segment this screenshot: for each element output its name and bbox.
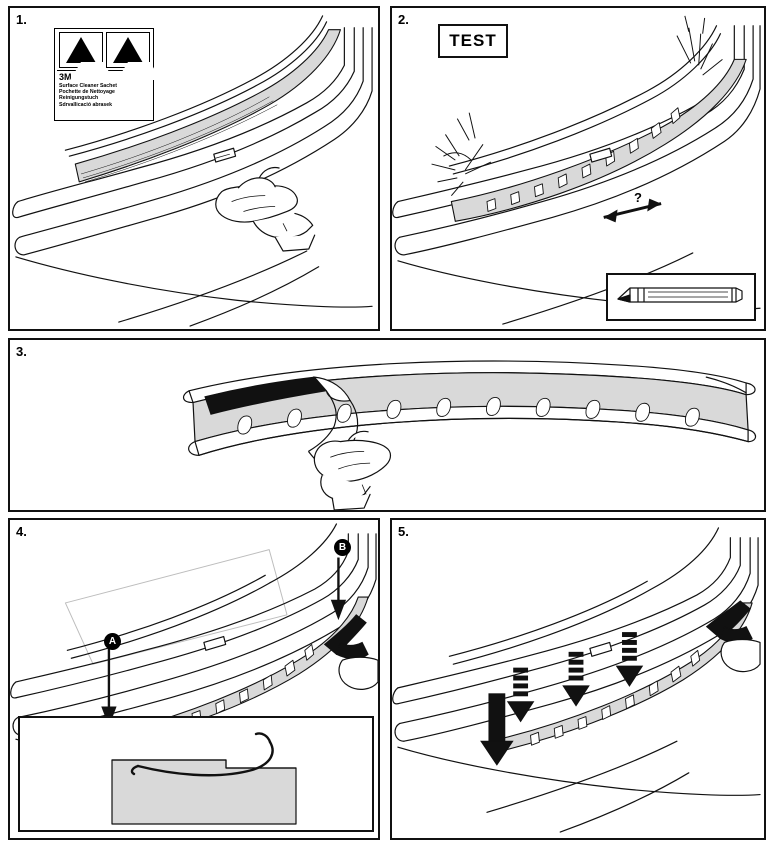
- step-number-3: 3.: [16, 344, 27, 359]
- hazard-symbols: [57, 32, 151, 68]
- step-panel-2: [390, 6, 766, 331]
- edge-hook-inset: [18, 716, 374, 832]
- brand-name: 3M: [59, 72, 72, 82]
- flammable-icon: [106, 32, 150, 68]
- callout-b: B: [334, 539, 351, 556]
- label-line-3: Reinigungstuch: [59, 95, 99, 102]
- step-number-1: 1.: [16, 12, 27, 27]
- cleaner-sachet-label: [54, 28, 154, 121]
- step-panel-5: [390, 518, 766, 840]
- step-panel-4: [8, 518, 380, 840]
- pencil-icon: [608, 275, 750, 315]
- step-panel-1: [8, 6, 380, 331]
- label-line-2: Pochette de Nettoyage: [59, 89, 115, 96]
- step-number-5: 5.: [398, 524, 409, 539]
- step-panel-3: [8, 338, 766, 512]
- pencil-inset: [606, 273, 756, 321]
- callout-a: A: [104, 633, 121, 650]
- warning-triangle-icon: !: [59, 32, 103, 68]
- label-line-1: Surface Cleaner Sachet: [59, 83, 117, 89]
- hook-tool-icon: [20, 718, 368, 826]
- step-number-2: 2.: [398, 12, 409, 27]
- question-mark: ?: [634, 190, 642, 205]
- step-3-illustration: [10, 340, 764, 510]
- label-line-4: Sdrvallicació abrasek: [59, 101, 113, 108]
- step-5-illustration: [392, 520, 764, 838]
- test-badge: TEST: [438, 24, 508, 58]
- step-number-4: 4.: [16, 524, 27, 539]
